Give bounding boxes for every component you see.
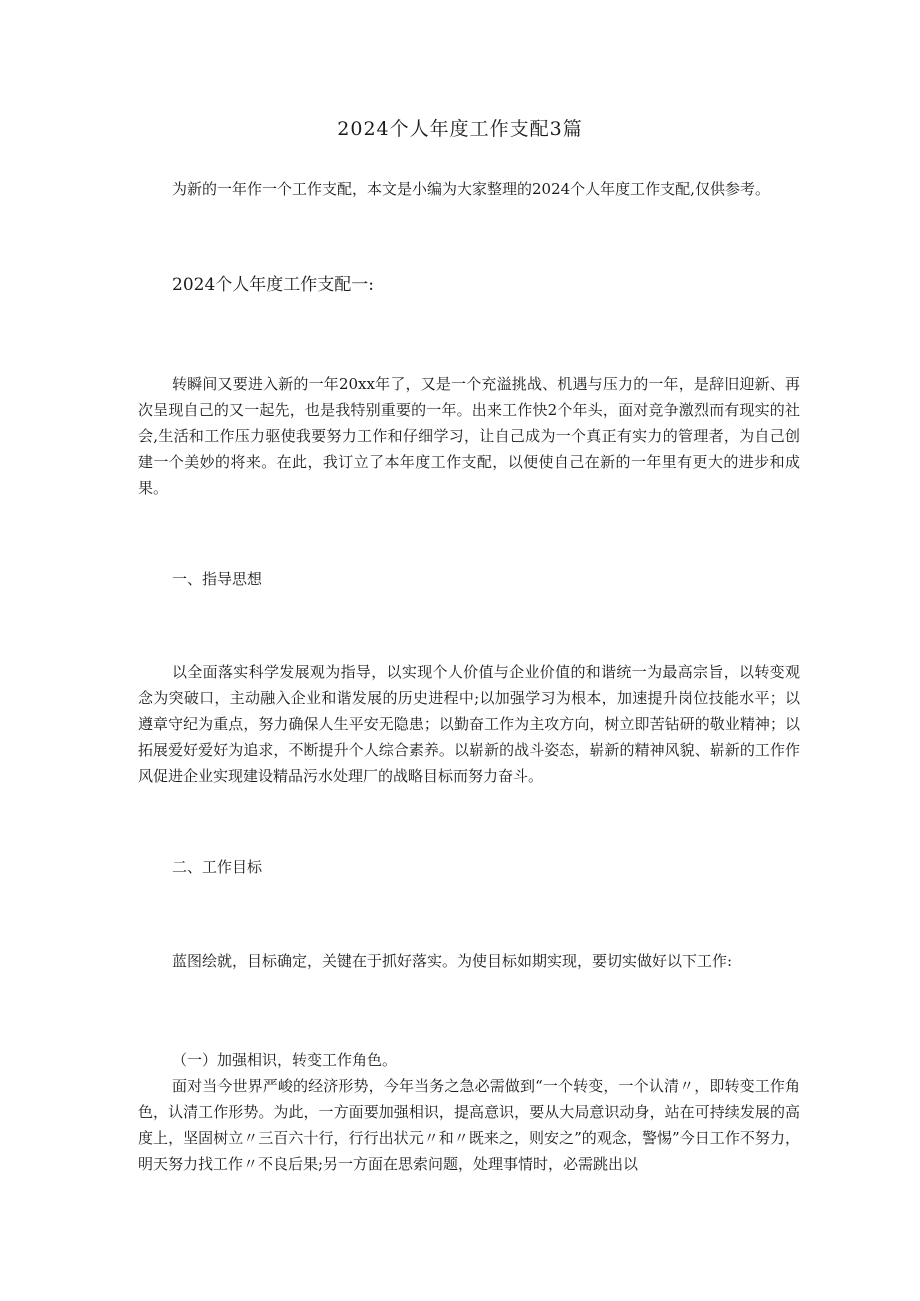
section2-heading: 二、工作目标 xyxy=(172,858,263,876)
sub1-heading: （一）加强相识，转变工作角色。 xyxy=(172,1051,398,1069)
section1-paragraph: 以全面落实科学发展观为指导，以实现个人价值与企业价值的和谐统一为最高宗旨，以转变观念为突破口，主动融入企业和谐发展的历史进程中;以加强学习为根本，加速提升岗位技能水平；以遵章守纪为重点，努力确保人生平安无隐患；以勤奋工作为主攻方向，树立即苦钻研的敬业精神；以拓展爱好爱好为追求，不断提升个人综合素养。以崭新的战斗姿态，崭新的精神风貌、崭新的工作作风促进企业实现建设精品污水处理厂的战略目标而努力奋斗。 xyxy=(138,663,800,785)
part1-heading: 2024个人年度工作支配一: xyxy=(172,275,374,295)
document-title: 2024个人年度工作支配3篇 xyxy=(337,118,583,140)
part1-paragraph: 转瞬间又要进入新的一年20xx年了，又是一个充溢挑战、机遇与压力的一年，是辞旧迎新、再次呈现自己的又一起先，也是我特别重要的一年。出来工作快2个年头，面对竞争激烈而有现实的社会,生活和工作压力驱使我要努力工作和仔细学习，让自己成为一个真正有实力的管理者，为自己创建一个美妙的将来。在此，我订立了本年度工作支配，以便使自己在新的一年里有更大的进步和成果。 xyxy=(138,375,800,497)
intro-paragraph: 为新的一年作一个工作支配，本文是小编为大家整理的2024个人年度工作支配,仅供参考。 xyxy=(172,180,770,198)
section2-paragraph: 蓝图绘就，目标确定，关键在于抓好落实。为使目标如期实现，要切实做好以下工作: xyxy=(172,952,733,970)
section1-heading: 一、指导思想 xyxy=(172,570,263,588)
sub1-paragraph: 面对当今世界严峻的经济形势，今年当务之急必需做到“一个转变，一个认清〃，即转变工作角色，认清工作形势。为此，一方面要加强相识，提高意识，要从大局意识动身，站在可持续发展的高度上，坚固树立〃三百六十行，行行出状元〃和〃既来之，则安之”的观念，警惕”今日工作不努力，明天努力找工作〃不良后果;另一方面在思索问题，处理事情时，必需跳出以 xyxy=(138,1077,800,1173)
